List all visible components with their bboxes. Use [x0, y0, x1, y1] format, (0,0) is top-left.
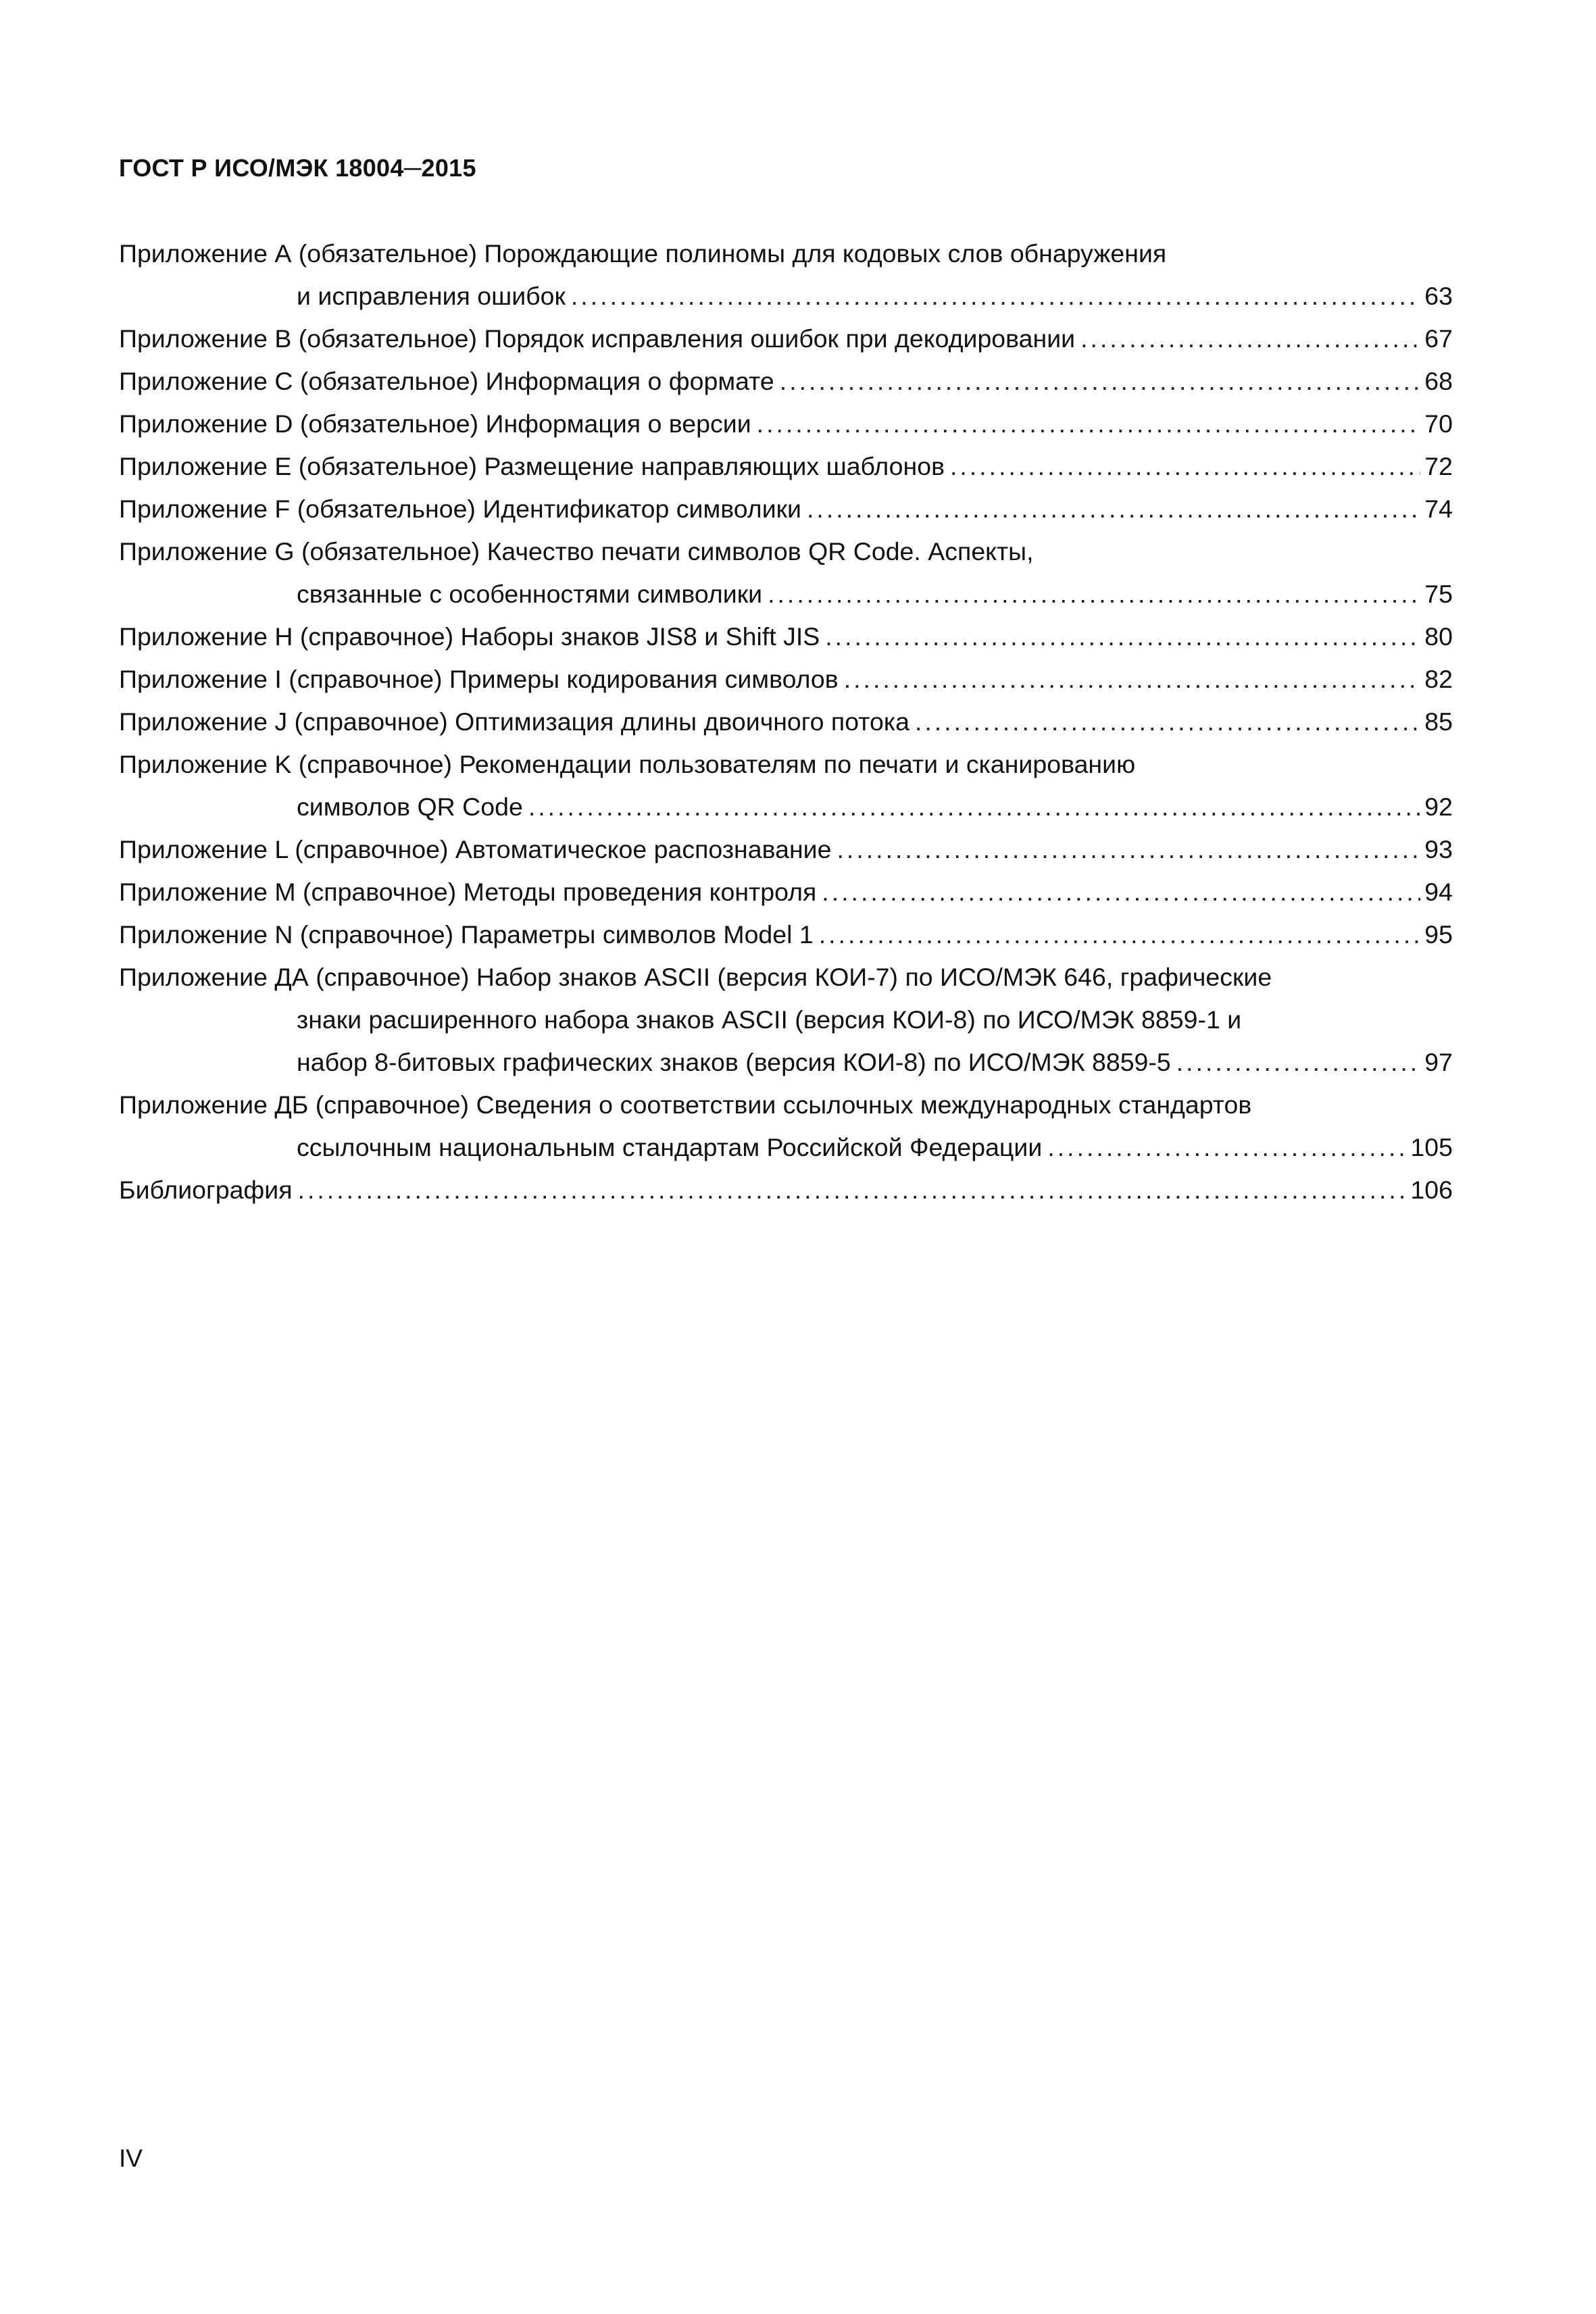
toc-entry-line: [119, 1084, 1453, 1126]
toc-page-number: 80: [1424, 622, 1453, 651]
dot-leader: [819, 913, 1421, 956]
toc-entry-text: Приложение L (справочное) Автоматическое распознавание: [119, 835, 832, 863]
toc-page-number: 72: [1424, 452, 1453, 480]
toc-entry-line: [119, 913, 1453, 956]
toc-page-number: 67: [1424, 324, 1453, 353]
toc-entry: [119, 1084, 1453, 1169]
dot-leader: [768, 573, 1420, 615]
toc-entry-line: [119, 658, 1453, 701]
toc-entry-line: [119, 318, 1453, 360]
toc-entry-line: [119, 828, 1453, 871]
toc-entry-line: [119, 488, 1453, 530]
toc-entry-line: [119, 1126, 1453, 1169]
toc-entry-line: [119, 403, 1453, 445]
toc-entry-text: Приложение N (справочное) Параметры символов Model 1: [119, 920, 814, 949]
toc-entry-line: [119, 1169, 1453, 1211]
toc-entry-text: Приложение D (обязательное) Информация о версии: [119, 409, 751, 438]
toc-page-number: 95: [1424, 920, 1453, 949]
toc-entry-line: [119, 1041, 1453, 1084]
dot-leader: [1080, 318, 1420, 360]
toc-page-number: 106: [1410, 1176, 1453, 1204]
toc-entry-text: Приложение Н (справочное) Наборы знаков JIS8 и Shift JIS: [119, 622, 820, 651]
dot-leader: [825, 615, 1420, 658]
toc-entry: [119, 488, 1453, 530]
toc-entry-text: Приложение В (обязательное) Порядок исправления ошибок при декодировании: [119, 324, 1076, 353]
document-header-title: ГОСТ Р ИСО/МЭК 18004─2015: [119, 154, 476, 182]
toc-entry-line: [119, 956, 1453, 999]
toc-entry-text: Приложение K (справочное) Рекомендации пользователям по печати и сканированию: [119, 750, 1136, 778]
toc-entry: [119, 445, 1453, 488]
toc-entry: [119, 871, 1453, 913]
toc-entry: [119, 615, 1453, 658]
toc-entry-text: Приложение I (справочное) Примеры кодирования символов: [119, 665, 839, 693]
toc-entry-line: [119, 232, 1453, 275]
toc-entry-text: набор 8-битовых графических знаков (версия КОИ-8) по ИСО/МЭК 8859-5: [297, 1048, 1171, 1076]
toc-entry-text: ссылочным национальным стандартам Российской Федерации: [297, 1133, 1043, 1161]
toc-entry-text: Приложение М (справочное) Методы проведения контроля: [119, 878, 817, 906]
toc-entry-text: Приложение J (справочное) Оптимизация длины двоичного потока: [119, 707, 909, 736]
toc-entry-text: Приложение G (обязательное) Качество печати символов QR Code. Аспекты,: [119, 537, 1034, 565]
table-of-contents: [119, 232, 1453, 1211]
toc-entry-text: Приложение Е (обязательное) Размещение направляющих шаблонов: [119, 452, 945, 480]
toc-entry-text: Приложение А (обязательное) Порождающие полиномы для кодовых слов обнаружения: [119, 239, 1167, 268]
toc-entry-line: [119, 275, 1453, 318]
toc-entry: [119, 828, 1453, 871]
toc-entry-line: [119, 573, 1453, 615]
toc-entry: [119, 1169, 1453, 1211]
dot-leader: [837, 828, 1421, 871]
toc-page-number: 82: [1424, 665, 1453, 693]
toc-entry: [119, 403, 1453, 445]
dot-leader: [528, 786, 1420, 828]
toc-page-number: 105: [1410, 1133, 1453, 1161]
dot-leader: [807, 488, 1420, 530]
dot-leader: [757, 403, 1421, 445]
toc-entry-line: [119, 701, 1453, 743]
dot-leader: [571, 275, 1420, 318]
toc-entry-line: [119, 786, 1453, 828]
toc-entry: [119, 913, 1453, 956]
toc-entry-line: [119, 445, 1453, 488]
dot-leader: [780, 360, 1420, 403]
toc-entry-text: Приложение ДА (справочное) Набор знаков ASCII (версия КОИ-7) по ИСО/МЭК 646, графические: [119, 963, 1272, 991]
toc-entry-text: и исправления ошибок: [297, 282, 566, 310]
toc-page-number: 93: [1424, 835, 1453, 863]
dot-leader: [822, 871, 1420, 913]
toc-entry: [119, 232, 1453, 318]
toc-entry: [119, 956, 1453, 1084]
toc-page-number: 75: [1424, 580, 1453, 608]
dot-leader: [915, 701, 1420, 743]
toc-entry-line: [119, 871, 1453, 913]
toc-entry-line: [119, 615, 1453, 658]
toc-entry-text: символов QR Code: [297, 793, 523, 821]
toc-page-number: 85: [1424, 707, 1453, 736]
toc-entry-text: Приложение F (обязательное) Идентификатор символики: [119, 495, 801, 523]
toc-entry-line: [119, 999, 1453, 1041]
toc-page-number: 70: [1424, 409, 1453, 438]
toc-entry-text: знаки расширенного набора знаков ASCII (версия КОИ-8) по ИСО/МЭК 8859-1 и: [297, 1005, 1242, 1034]
toc-entry-line: [119, 530, 1453, 573]
toc-page-number: 94: [1424, 878, 1453, 906]
toc-page-number: 97: [1424, 1048, 1453, 1076]
toc-page-number: 74: [1424, 495, 1453, 523]
toc-entry-text: Приложение ДБ (справочное) Сведения о соответствии ссылочных международных стандартов: [119, 1090, 1252, 1119]
toc-page-number: 63: [1424, 282, 1453, 310]
toc-entry-line: [119, 360, 1453, 403]
toc-entry: [119, 743, 1453, 828]
page-number: IV: [119, 2144, 143, 2172]
toc-entry-line: [119, 743, 1453, 786]
dot-leader: [844, 658, 1421, 701]
toc-page-number: 92: [1424, 793, 1453, 821]
dot-leader: [1176, 1041, 1421, 1084]
toc-page-number: 68: [1424, 367, 1453, 395]
toc-entry: [119, 658, 1453, 701]
dot-leader: [950, 445, 1420, 488]
toc-entry-text: Приложение С (обязательное) Информация о формате: [119, 367, 774, 395]
dot-leader: [298, 1169, 1407, 1211]
toc-entry: [119, 530, 1453, 615]
toc-entry-text: связанные с особенностями символики: [297, 580, 763, 608]
toc-entry: [119, 360, 1453, 403]
toc-entry: [119, 318, 1453, 360]
toc-entry-text: Библиография: [119, 1176, 293, 1204]
dot-leader: [1047, 1126, 1406, 1169]
toc-entry: [119, 701, 1453, 743]
